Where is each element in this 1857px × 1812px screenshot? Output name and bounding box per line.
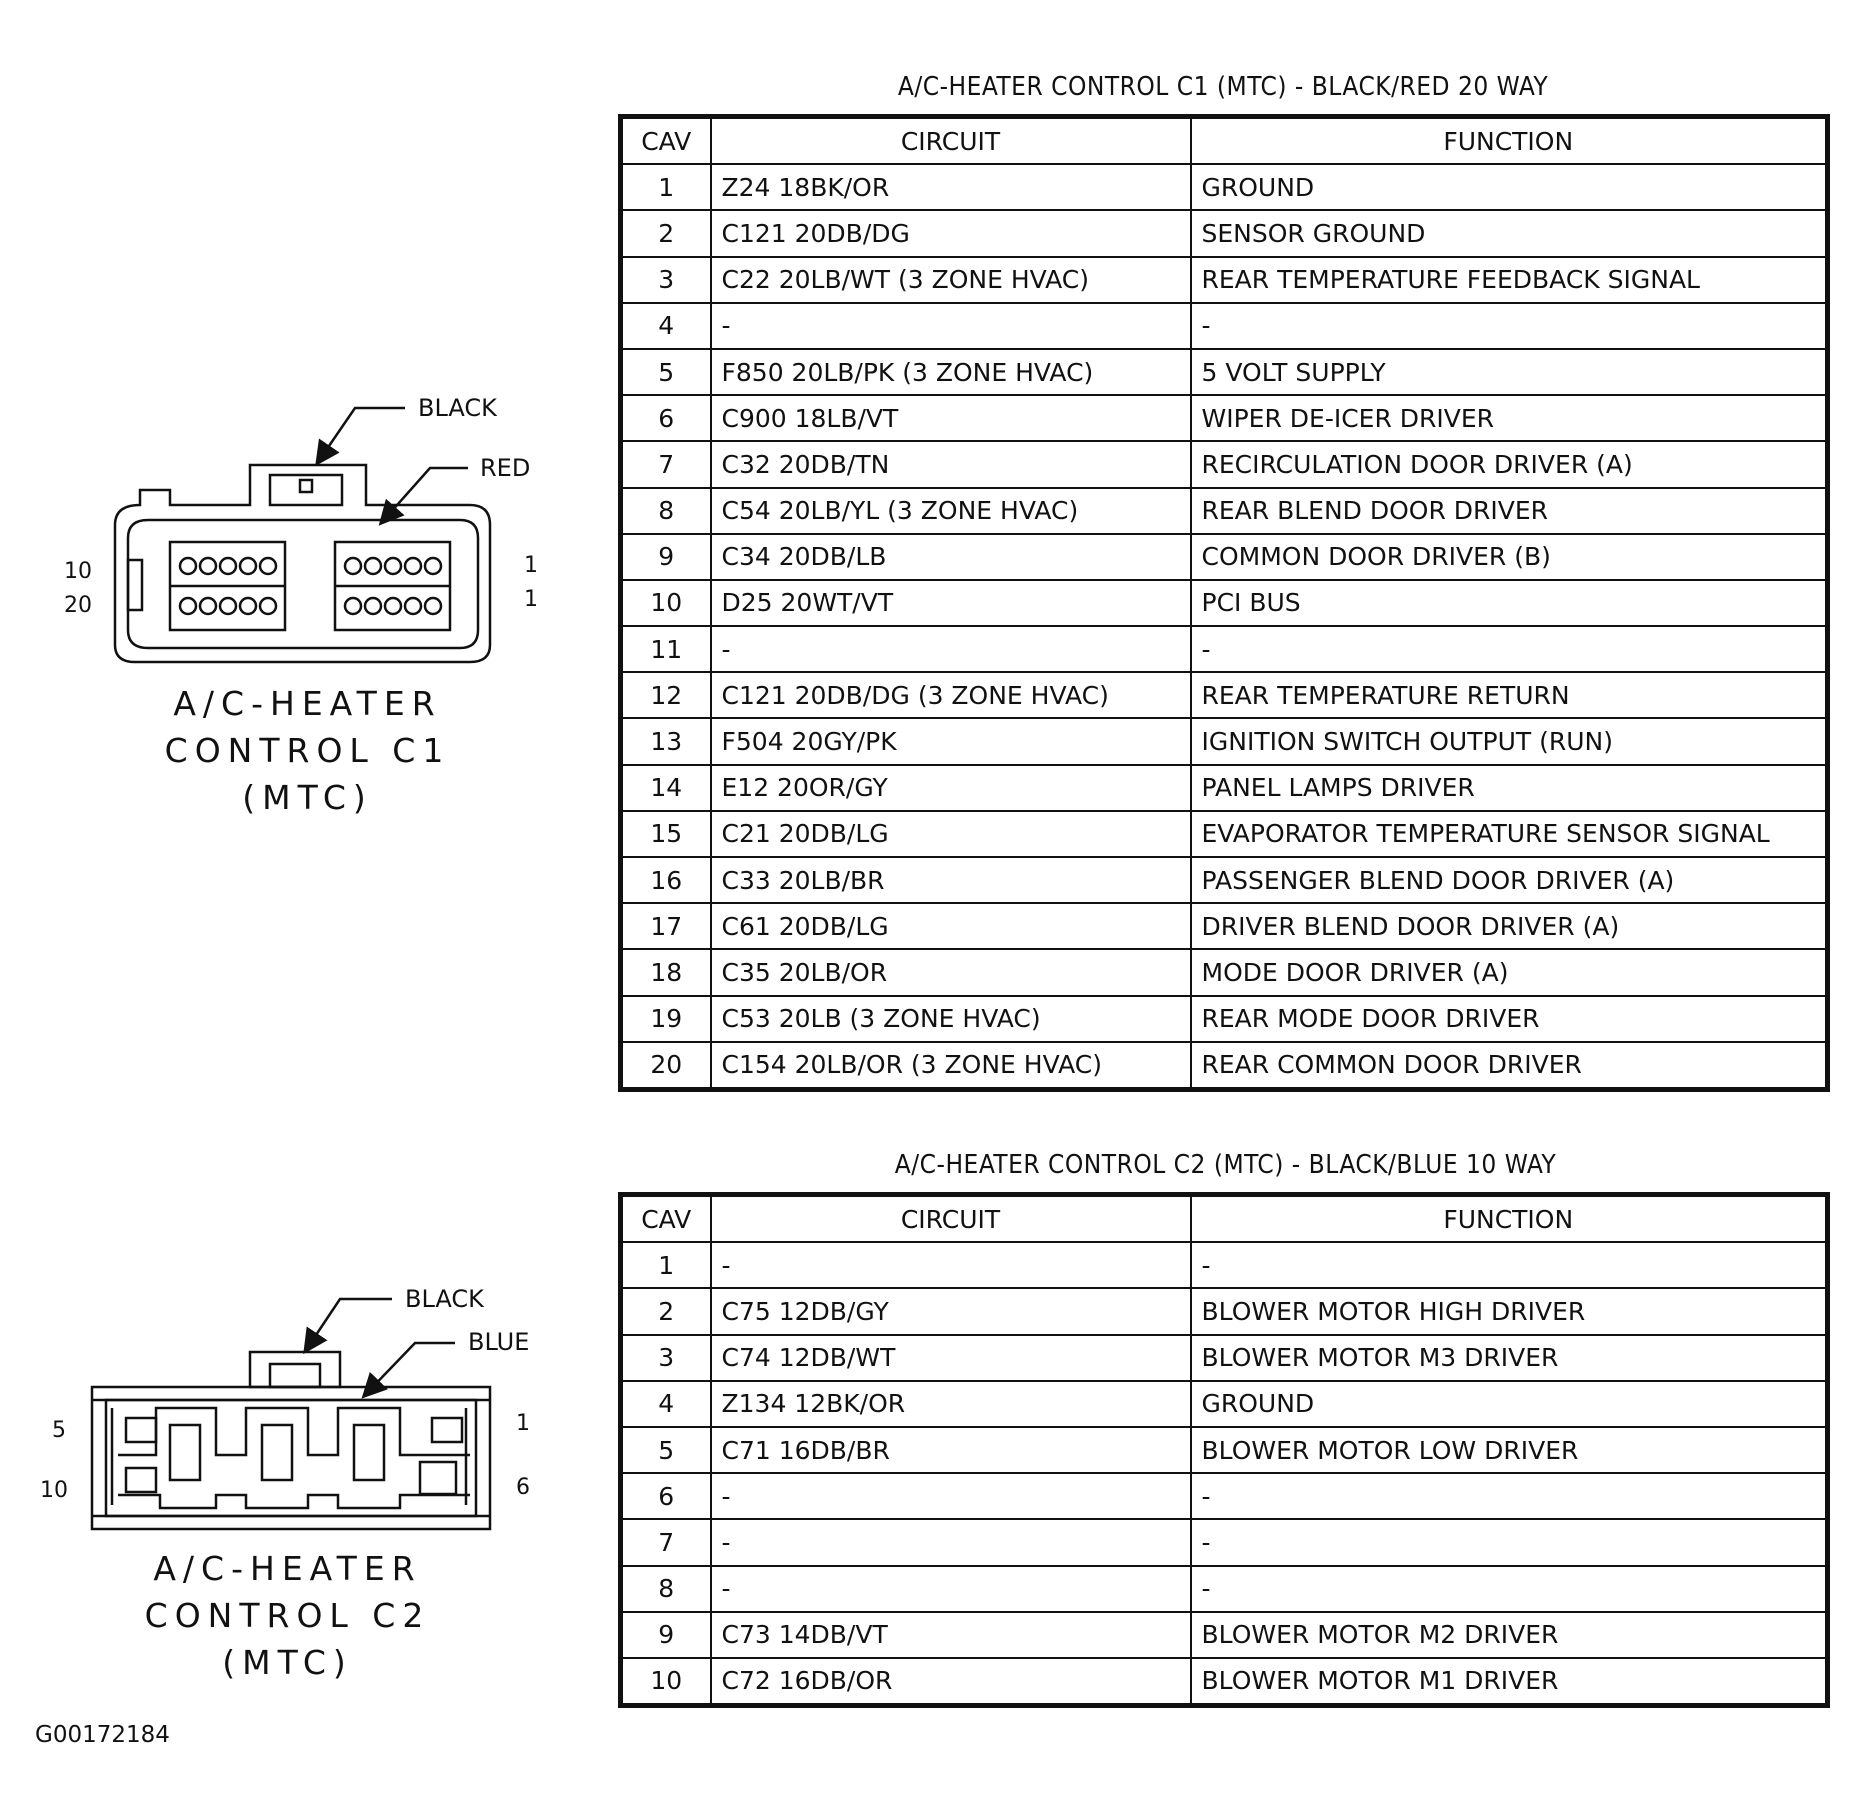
cell-cav: 16 xyxy=(621,857,711,903)
header-cav: CAV xyxy=(621,1195,711,1243)
table-row xyxy=(621,1473,1828,1519)
cell-circuit: C75 12DB/GY xyxy=(711,1288,1191,1334)
cell-function: COMMON DOOR DRIVER (B) xyxy=(1191,534,1828,580)
cell-function: - xyxy=(1191,1473,1828,1519)
cell-cav: 5 xyxy=(621,349,711,395)
table-row xyxy=(621,1658,1828,1706)
cell-function: EVAPORATOR TEMPERATURE SENSOR SIGNAL xyxy=(1191,811,1828,857)
connector-c2-label-line1: A/C-HEATER xyxy=(153,1549,422,1588)
cell-function: - xyxy=(1191,1519,1828,1565)
table-row xyxy=(621,811,1828,857)
table-row xyxy=(621,903,1828,949)
table-row xyxy=(621,257,1828,303)
cell-cav: 7 xyxy=(621,441,711,487)
cell-function: 5 VOLT SUPPLY xyxy=(1191,349,1828,395)
cell-cav: 7 xyxy=(621,1519,711,1565)
cell-function: PASSENGER BLEND DOOR DRIVER (A) xyxy=(1191,857,1828,903)
table-row xyxy=(621,1427,1828,1473)
c2-pin-label-1: 1 xyxy=(516,1411,530,1436)
cell-cav: 8 xyxy=(621,488,711,534)
cell-circuit: C34 20DB/LB xyxy=(711,534,1191,580)
cell-function: BLOWER MOTOR M1 DRIVER xyxy=(1191,1658,1828,1706)
c1-pin-label-1b: 1 xyxy=(524,587,538,612)
cell-cav: 1 xyxy=(621,164,711,210)
header-cav: CAV xyxy=(621,117,711,165)
cell-cav: 19 xyxy=(621,996,711,1042)
cell-function: BLOWER MOTOR HIGH DRIVER xyxy=(1191,1288,1828,1334)
table-c1-title: A/C-HEATER CONTROL C1 (MTC) - BLACK/RED 20 WAY xyxy=(897,72,1549,102)
connector-c2-label-line3: (MTC) xyxy=(222,1643,353,1682)
table-c1-pinout xyxy=(618,114,1830,1092)
connector-c2-label xyxy=(115,1545,460,1686)
cell-function: - xyxy=(1191,303,1828,349)
cell-cav: 20 xyxy=(621,1042,711,1090)
cell-circuit: D25 20WT/VT xyxy=(711,580,1191,626)
table-row xyxy=(621,534,1828,580)
cell-circuit: C61 20DB/LG xyxy=(711,903,1191,949)
c1-pin-label-10: 10 xyxy=(64,559,92,584)
cell-function: BLOWER MOTOR M3 DRIVER xyxy=(1191,1335,1828,1381)
table-row xyxy=(621,395,1828,441)
table-row xyxy=(621,441,1828,487)
cell-circuit: C35 20LB/OR xyxy=(711,949,1191,995)
cell-circuit: F504 20GY/PK xyxy=(711,718,1191,764)
table-c2-body xyxy=(621,1242,1828,1705)
table-header-row xyxy=(621,1195,1828,1243)
cell-cav: 4 xyxy=(621,1381,711,1427)
cell-function: PANEL LAMPS DRIVER xyxy=(1191,765,1828,811)
cell-function: IGNITION SWITCH OUTPUT (RUN) xyxy=(1191,718,1828,764)
c2-pin-label-5: 5 xyxy=(52,1418,66,1443)
cell-circuit: C22 20LB/WT (3 ZONE HVAC) xyxy=(711,257,1191,303)
cell-cav: 10 xyxy=(621,580,711,626)
table-row xyxy=(621,857,1828,903)
cell-cav: 13 xyxy=(621,718,711,764)
cell-circuit: C33 20LB/BR xyxy=(711,857,1191,903)
cell-circuit: C21 20DB/LG xyxy=(711,811,1191,857)
cell-circuit: C32 20DB/TN xyxy=(711,441,1191,487)
connector-c1-label xyxy=(135,680,480,821)
cell-cav: 17 xyxy=(621,903,711,949)
cell-function: - xyxy=(1191,1566,1828,1612)
connector-c2-callouts xyxy=(306,1299,455,1395)
cell-cav: 6 xyxy=(621,1473,711,1519)
table-row xyxy=(621,1519,1828,1565)
header-circuit: CIRCUIT xyxy=(711,1195,1191,1243)
header-function: FUNCTION xyxy=(1191,1195,1828,1243)
cell-function: - xyxy=(1191,626,1828,672)
table-c1-body xyxy=(621,164,1828,1089)
cell-cav: 15 xyxy=(621,811,711,857)
cell-cav: 9 xyxy=(621,534,711,580)
cell-circuit: - xyxy=(711,1566,1191,1612)
cell-function: MODE DOOR DRIVER (A) xyxy=(1191,949,1828,995)
table-row xyxy=(621,1288,1828,1334)
cell-cav: 3 xyxy=(621,1335,711,1381)
c1-pin-label-1a: 1 xyxy=(524,553,538,578)
cell-circuit: - xyxy=(711,1242,1191,1288)
cell-cav: 10 xyxy=(621,1658,711,1706)
table-row xyxy=(621,349,1828,395)
cell-cav: 6 xyxy=(621,395,711,441)
cell-function: BLOWER MOTOR M2 DRIVER xyxy=(1191,1612,1828,1658)
table-row xyxy=(621,996,1828,1042)
cell-circuit: - xyxy=(711,1473,1191,1519)
table-row xyxy=(621,672,1828,718)
cell-function: REAR BLEND DOOR DRIVER xyxy=(1191,488,1828,534)
cell-function: DRIVER BLEND DOOR DRIVER (A) xyxy=(1191,903,1828,949)
table-row xyxy=(621,1381,1828,1427)
table-row xyxy=(621,210,1828,256)
connector-c1-label-line1: A/C-HEATER xyxy=(173,684,442,723)
cell-circuit: C71 16DB/BR xyxy=(711,1427,1191,1473)
callout-black-c2: BLACK xyxy=(405,1285,484,1313)
table-row xyxy=(621,1612,1828,1658)
connector-c1-drawing xyxy=(115,465,490,662)
table-row xyxy=(621,488,1828,534)
cell-cav: 9 xyxy=(621,1612,711,1658)
cell-cav: 2 xyxy=(621,210,711,256)
header-function: FUNCTION xyxy=(1191,117,1828,165)
table-row xyxy=(621,626,1828,672)
cell-circuit: F850 20LB/PK (3 ZONE HVAC) xyxy=(711,349,1191,395)
cell-circuit: C121 20DB/DG xyxy=(711,210,1191,256)
cell-function: - xyxy=(1191,1242,1828,1288)
connector-c2-label-line2: CONTROL C2 xyxy=(144,1596,431,1635)
cell-circuit: C73 14DB/VT xyxy=(711,1612,1191,1658)
callout-black-c1: BLACK xyxy=(418,394,497,422)
table-row xyxy=(621,303,1828,349)
table-row xyxy=(621,1042,1828,1090)
table-header-row xyxy=(621,117,1828,165)
cell-circuit: C121 20DB/DG (3 ZONE HVAC) xyxy=(711,672,1191,718)
cell-cav: 18 xyxy=(621,949,711,995)
callout-blue-c2: BLUE xyxy=(468,1328,530,1356)
cell-function: SENSOR GROUND xyxy=(1191,210,1828,256)
cell-function: GROUND xyxy=(1191,1381,1828,1427)
cell-circuit: Z24 18BK/OR xyxy=(711,164,1191,210)
cell-function: REAR MODE DOOR DRIVER xyxy=(1191,996,1828,1042)
table-row xyxy=(621,1335,1828,1381)
cell-cav: 8 xyxy=(621,1566,711,1612)
cell-cav: 11 xyxy=(621,626,711,672)
cell-circuit: C72 16DB/OR xyxy=(711,1658,1191,1706)
c1-pin-label-20: 20 xyxy=(64,593,92,618)
cell-cav: 3 xyxy=(621,257,711,303)
c2-pin-label-10: 10 xyxy=(40,1478,68,1503)
header-circuit: CIRCUIT xyxy=(711,117,1191,165)
cell-circuit: Z134 12BK/OR xyxy=(711,1381,1191,1427)
cell-function: PCI BUS xyxy=(1191,580,1828,626)
cell-circuit: - xyxy=(711,1519,1191,1565)
table-c2-pinout xyxy=(618,1192,1830,1708)
table-row xyxy=(621,718,1828,764)
figure-code: G00172184 xyxy=(35,1722,170,1748)
cell-cav: 1 xyxy=(621,1242,711,1288)
cell-cav: 12 xyxy=(621,672,711,718)
table-row xyxy=(621,1566,1828,1612)
cell-circuit: C74 12DB/WT xyxy=(711,1335,1191,1381)
cell-cav: 5 xyxy=(621,1427,711,1473)
cell-cav: 2 xyxy=(621,1288,711,1334)
connector-diagrams xyxy=(0,0,600,1812)
cell-circuit: - xyxy=(711,303,1191,349)
cell-circuit: C900 18LB/VT xyxy=(711,395,1191,441)
cell-circuit: E12 20OR/GY xyxy=(711,765,1191,811)
cell-function: REAR TEMPERATURE RETURN xyxy=(1191,672,1828,718)
cell-function: GROUND xyxy=(1191,164,1828,210)
table-row xyxy=(621,164,1828,210)
cell-circuit: C154 20LB/OR (3 ZONE HVAC) xyxy=(711,1042,1191,1090)
cell-function: REAR COMMON DOOR DRIVER xyxy=(1191,1042,1828,1090)
cell-function: RECIRCULATION DOOR DRIVER (A) xyxy=(1191,441,1828,487)
cell-circuit: C54 20LB/YL (3 ZONE HVAC) xyxy=(711,488,1191,534)
connector-c2-drawing xyxy=(92,1352,490,1529)
connector-c1-label-line2: CONTROL C1 xyxy=(164,731,451,770)
cell-cav: 14 xyxy=(621,765,711,811)
connector-c1-label-line3: (MTC) xyxy=(242,778,373,817)
table-row xyxy=(621,1242,1828,1288)
cell-circuit: - xyxy=(711,626,1191,672)
cell-circuit: C53 20LB (3 ZONE HVAC) xyxy=(711,996,1191,1042)
cell-cav: 4 xyxy=(621,303,711,349)
cell-function: WIPER DE-ICER DRIVER xyxy=(1191,395,1828,441)
table-row xyxy=(621,765,1828,811)
callout-red-c1: RED xyxy=(480,454,531,482)
c2-pin-label-6: 6 xyxy=(516,1475,530,1500)
table-c2-title: A/C-HEATER CONTROL C2 (MTC) - BLACK/BLUE 10 WAY xyxy=(894,1150,1557,1180)
table-row xyxy=(621,949,1828,995)
cell-function: BLOWER MOTOR LOW DRIVER xyxy=(1191,1427,1828,1473)
table-row xyxy=(621,580,1828,626)
cell-function: REAR TEMPERATURE FEEDBACK SIGNAL xyxy=(1191,257,1828,303)
